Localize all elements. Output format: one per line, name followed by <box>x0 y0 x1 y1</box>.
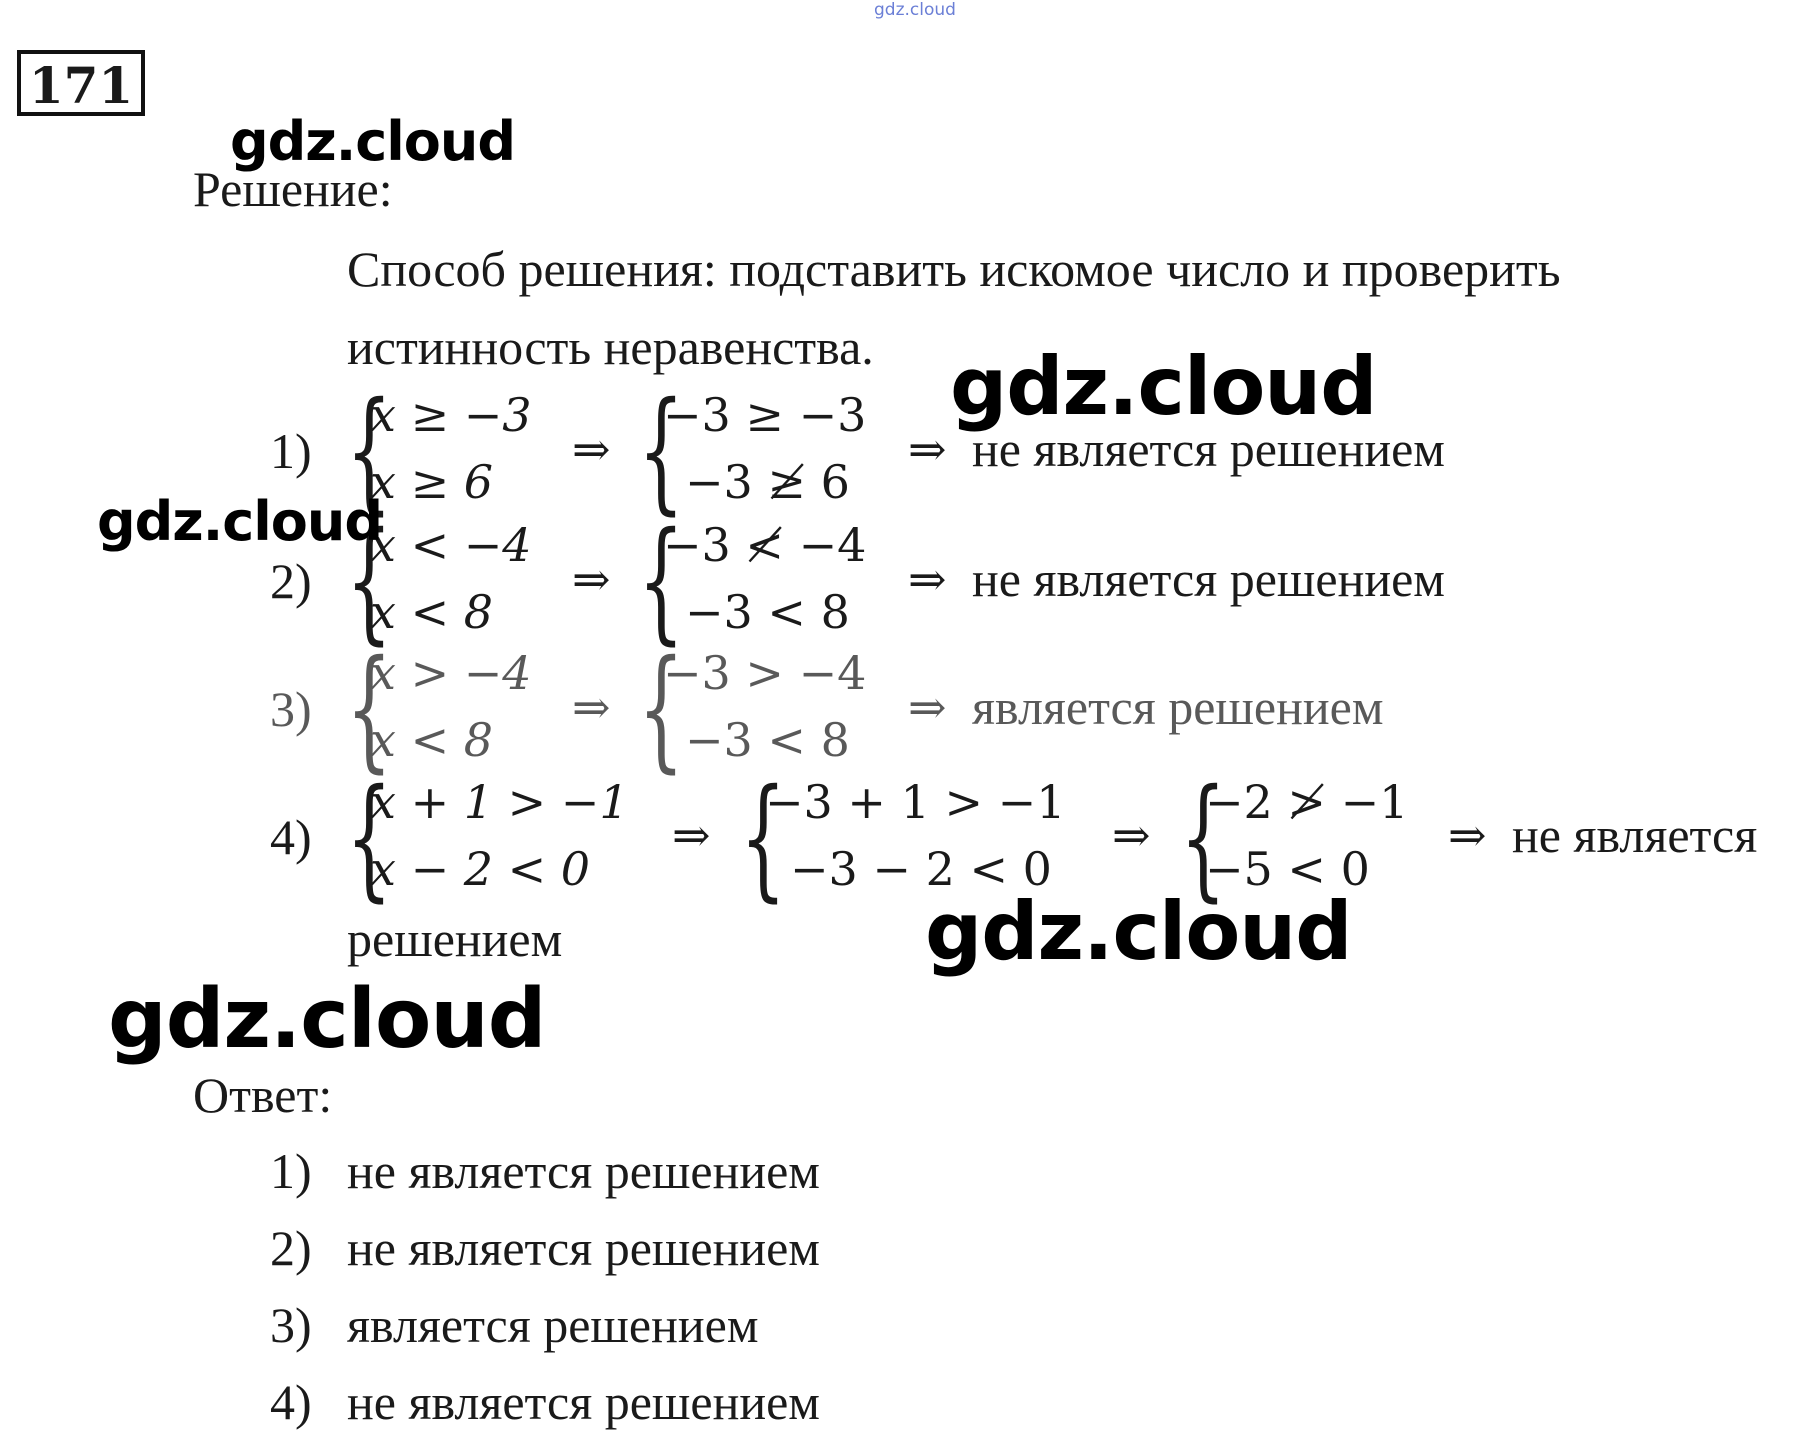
watermark: gdz.cloud <box>97 490 382 553</box>
method-line-2: истинность неравенства. <box>347 319 874 375</box>
answer-label: 3) <box>270 1297 312 1353</box>
simplified-top: −2 ≯ −1 <box>1205 775 1409 829</box>
original-bottom: x ≥ 6 <box>370 455 493 509</box>
implies-arrow: ⇒ <box>908 680 947 734</box>
system-label: 2) <box>270 553 312 609</box>
original-bottom: x < 8 <box>370 713 493 767</box>
simplified-bottom: −5 < 0 <box>1205 842 1370 896</box>
watermark: gdz.cloud <box>230 110 515 173</box>
system-label: 3) <box>270 681 312 737</box>
implies-arrow: ⇒ <box>1112 808 1151 862</box>
left-brace-icon: { <box>346 504 393 658</box>
left-brace-icon: { <box>346 632 393 786</box>
watermark: gdz.cloud <box>925 885 1352 978</box>
implies-arrow: ⇒ <box>1448 808 1487 862</box>
watermark: gdz.cloud <box>108 972 546 1067</box>
substituted-bottom: −3 − 2 < 0 <box>790 842 1052 896</box>
original-bottom: x < 8 <box>370 585 493 639</box>
watermark: gdz.cloud <box>950 340 1377 433</box>
system-result: является решением <box>972 679 1384 735</box>
substituted-top: −3 ≮ −4 <box>663 518 867 572</box>
left-brace-icon: { <box>740 761 787 915</box>
left-brace-icon: { <box>638 374 685 528</box>
substituted-bottom: −3 ≱ 6 <box>685 455 850 509</box>
answer-text: не является решением <box>347 1374 820 1430</box>
original-top: x < −4 <box>370 518 532 572</box>
substituted-bottom: −3 < 8 <box>685 585 850 639</box>
system-label: 1) <box>270 423 312 479</box>
left-brace-icon: { <box>346 761 393 915</box>
system-label: 4) <box>270 809 312 865</box>
answer-text: является решением <box>347 1297 759 1353</box>
answer-text: не является решением <box>347 1143 820 1199</box>
substituted-bottom: −3 < 8 <box>685 713 850 767</box>
answer-label: 1) <box>270 1143 312 1199</box>
method-line-1: Способ решения: подставить искомое число и проверить <box>347 241 1561 297</box>
original-top: x ≥ −3 <box>370 388 532 442</box>
implies-arrow: ⇒ <box>572 680 611 734</box>
left-brace-icon: { <box>346 374 393 528</box>
substituted-top: −3 ≥ −3 <box>663 388 867 442</box>
problem-number: 171 <box>17 50 145 116</box>
left-brace-icon: { <box>638 632 685 786</box>
left-brace-icon: { <box>638 504 685 658</box>
original-top: x > −4 <box>370 646 532 700</box>
substituted-top: −3 > −4 <box>663 646 867 700</box>
system-result-continued: решением <box>347 911 563 967</box>
answer-text: не является решением <box>347 1220 820 1276</box>
implies-arrow: ⇒ <box>572 422 611 476</box>
implies-arrow: ⇒ <box>672 808 711 862</box>
answer-heading: Ответ: <box>193 1067 333 1123</box>
implies-arrow: ⇒ <box>908 422 947 476</box>
original-bottom: x − 2 < 0 <box>370 842 591 896</box>
system-result: не является решением <box>972 421 1445 477</box>
original-top: x + 1 > −1 <box>370 775 629 829</box>
answer-label: 4) <box>270 1374 312 1430</box>
answer-label: 2) <box>270 1220 312 1276</box>
left-brace-icon: { <box>1180 761 1227 915</box>
system-result: не является решением <box>972 551 1445 607</box>
implies-arrow: ⇒ <box>572 552 611 606</box>
system-result: не является <box>1512 807 1758 863</box>
top-watermark: gdz.cloud <box>874 0 956 20</box>
substituted-top: −3 + 1 > −1 <box>765 775 1066 829</box>
implies-arrow: ⇒ <box>908 552 947 606</box>
solution-heading: Решение: <box>193 161 393 217</box>
